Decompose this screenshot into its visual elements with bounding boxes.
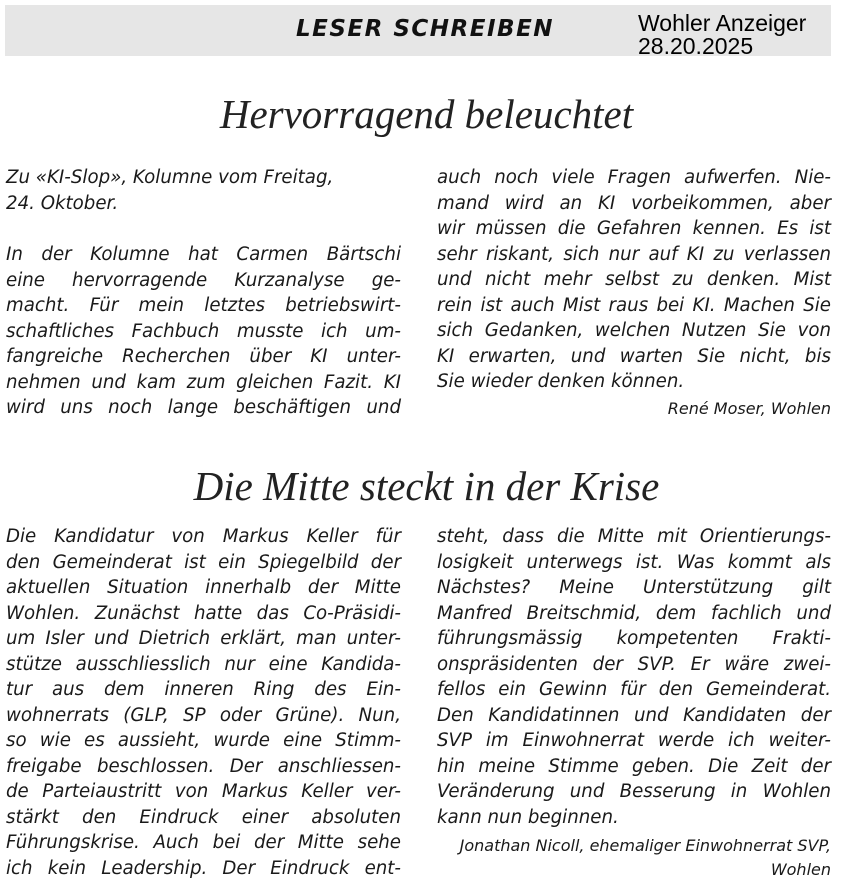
text-line: In der Kolumne hat Carmen Bärtschi bbox=[6, 244, 401, 265]
letter1-column-1 bbox=[6, 242, 401, 421]
text-line: aktuellen Situation innerhalb der Mitte bbox=[6, 577, 401, 598]
text-line: wir müssen die Gefahren kennen. Es ist bbox=[437, 218, 831, 239]
section-title: LESER SCHREIBEN bbox=[296, 16, 555, 42]
text-line: wohnerrats (GLP, SP oder Grüne). Nun, bbox=[6, 704, 401, 726]
letter2-column-1 bbox=[6, 524, 401, 881]
text-line: Führungskrise. Auch bei der Mitte sehe bbox=[6, 832, 401, 853]
text-line: macht. Für mein letztes betriebswirt- bbox=[6, 295, 401, 316]
text-line: fangreiche Recherchen über KI unter- bbox=[6, 346, 401, 367]
text-line: SVP im Einwohnerrat werde ich weiter- bbox=[437, 730, 831, 751]
text-line: KI erwarten, und warten Sie nicht, bis bbox=[437, 345, 831, 367]
text-line: und nicht mehr selbst zu denken. Mist bbox=[437, 269, 831, 290]
text-line: so wie es aussieht, wurde eine Stimm- bbox=[6, 730, 401, 751]
text-line: auch noch viele Fragen aufwerfen. Nie- bbox=[437, 167, 831, 188]
reference-line: Zu «KI-Slop», Kolumne vom Freitag, bbox=[6, 167, 334, 188]
source-date: 28.20.2025 bbox=[638, 33, 754, 59]
text-line: kann nun beginnen. bbox=[437, 806, 619, 828]
letter2-signature-line-2: Wohlen bbox=[770, 860, 831, 879]
text-line: tur aus dem inneren Ring des Ein- bbox=[6, 679, 401, 700]
letter2-column-2 bbox=[437, 524, 831, 830]
text-line: stütze ausschliesslich nur eine Kandida- bbox=[6, 653, 401, 675]
letter1-reference bbox=[6, 165, 401, 216]
text-line: Nächstes? Meine Unterstützung gilt bbox=[437, 577, 831, 598]
text-line: stärkt den Eindruck einer absoluten bbox=[6, 806, 401, 828]
text-line: mand wird an KI vorbeikommen, aber bbox=[437, 192, 831, 214]
text-line: onspräsidenten der SVP. Er wäre zwei- bbox=[437, 653, 831, 675]
letter1-column-2 bbox=[437, 165, 831, 395]
text-line: ich kein Leadership. Der Eindruck ent- bbox=[6, 857, 401, 879]
text-line: Manfred Breitschmid, dem fachlich und bbox=[437, 602, 831, 624]
text-line: losigkeit unterwegs ist. Was kommt als bbox=[437, 551, 831, 573]
text-line: nehmen und kam zum gleichen Fazit. KI bbox=[6, 371, 401, 393]
text-line: Wohlen. Zunächst hatte das Co-Präsidi- bbox=[6, 602, 401, 624]
text-line: den Gemeinderat ist ein Spiegelbild der bbox=[6, 551, 401, 573]
text-line: schaftliches Fachbuch musste ich um- bbox=[6, 320, 401, 342]
text-line: führungsmässig kompetenten Frakti- bbox=[437, 628, 831, 649]
text-line: fellos ein Gewinn für den Gemeinderat. bbox=[437, 679, 831, 700]
letter2-headline: Die Mitte steckt in der Krise bbox=[193, 463, 660, 509]
text-line: sehr riskant, sich nur auf KI zu verlassen bbox=[437, 243, 831, 265]
source-label bbox=[638, 12, 806, 58]
text-line: rein ist auch Mist raus bei KI. Machen Sie bbox=[437, 294, 831, 316]
text-line: steht, dass die Mitte mit Orientierungs- bbox=[437, 526, 831, 547]
source-name: Wohler Anzeiger bbox=[638, 10, 807, 36]
text-line: eine hervorragende Kurzanalyse ge- bbox=[6, 269, 401, 291]
text-line: de Parteiaustritt von Markus Keller ver- bbox=[6, 781, 401, 802]
text-line: Veränderung und Besserung in Wohlen bbox=[437, 781, 831, 802]
text-line: Sie wieder denken können. bbox=[437, 371, 685, 392]
letter2-signature-line-1: Jonathan Nicoll, ehemaliger Einwohnerrat SVP, bbox=[459, 836, 831, 855]
text-line: freigabe beschlossen. Der anschliessen- bbox=[6, 755, 401, 777]
text-line: Den Kandidatinnen und Kandidaten der bbox=[437, 704, 831, 726]
text-line: hin meine Stimme geben. Die Zeit der bbox=[437, 755, 831, 777]
letter1-signature: René Moser, Wohlen bbox=[667, 399, 831, 418]
reference-line: 24. Oktober. bbox=[6, 192, 119, 214]
text-line: Die Kandidatur von Markus Keller für bbox=[6, 526, 401, 547]
text-line: um Isler und Dietrich erklärt, man unter- bbox=[6, 628, 401, 649]
text-line: wird uns noch lange beschäftigen und bbox=[6, 397, 401, 418]
text-line: sich Gedanken, welchen Nutzen Sie von bbox=[437, 320, 831, 341]
letter1-headline: Hervorragend beleuchtet bbox=[219, 91, 634, 137]
